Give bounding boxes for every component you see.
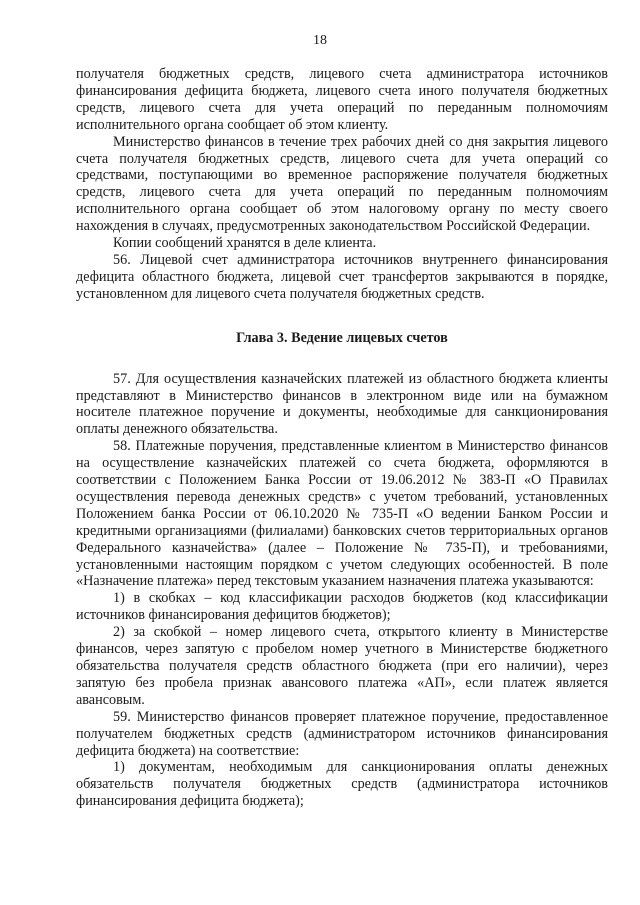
paragraph-58: 58. Платежные поручения, представленные клиентом в Министерство финансов на осуществление казначейских платежей со счета бюджета, оформляются в соответствии с Положением Банка России от 19.06.2012 № 383-П «О Правилах осуществления перевода денежных средств» с учетом требований, установленных Положением банка России от 06.10.2020 № 735-П «О ведении Банком России и кредитными организациями (филиалами) банковских счетов территориальных органов Федерального казначейства» (далее – Положение № 735-П), и требованиями, установленными настоящим порядком с учетом следующих особенностей. В поле «Назначение платежа» перед текстовым указанием назначения платежа указываются:	[76, 438, 608, 590]
paragraph-continuation: получателя бюджетных средств, лицевого счета администратора источников финансирования дефицита бюджета, лицевого счета иного получателя бюджетных средств, лицевого счета для учета операций по переданным полномочиям исполнительного органа сообщает об этом клиенту.	[76, 66, 608, 133]
paragraph-copies: Копии сообщений хранятся в деле клиента.	[113, 235, 377, 252]
paragraph-58-item-2: 2) за скобкой – номер лицевого счета, открытого клиенту в Министерстве финансов, через запятую с пробелом номер учетного в Министерстве бюджетного обязательства получателя средств областного бюджета (при его наличии), через запятую без пробела признак авансового платежа «АП», если платеж является авансовым.	[76, 624, 608, 708]
paragraph-59: 59. Министерство финансов проверяет платежное поручение, предоставленное получателем бюджетных средств (администратором источников финансирования дефицита бюджета) на соответствие:	[76, 708, 608, 759]
paragraph-59-item-1: 1) документам, необходимым для санкционирования оплаты денежных обязательств получателя бюджетных средств (администратора источников финансирования дефицита бюджета);	[76, 759, 608, 810]
page-number: 18	[313, 33, 327, 48]
paragraph-57: 57. Для осуществления казначейских платежей из областного бюджета клиенты представляют в Министерство финансов в электронном виде или на бумажном носителе платежное поручение и документы, необходимые для санкционирования оплаты денежного обязательства.	[76, 370, 608, 438]
chapter-heading: Глава 3. Ведение лицевых счетов	[236, 329, 448, 346]
paragraph-58-item-1: 1) в скобках – код классификации расходов бюджетов (код классификации источников финансирования дефицитов бюджетов);	[76, 590, 608, 624]
document-body	[76, 66, 608, 810]
paragraph-ministry-notice: Министерство финансов в течение трех рабочих дней со дня закрытия лицевого счета получателя бюджетных средств, лицевого счета для учета операций со средствами, поступающими во временное распоряжение получателя бюджетных средств, лицевого счета для учета операций по переданным полномочиям исполнительного органа сообщает об этом налоговому органу по месту своего нахождения в случаях, предусмотренных законодательством Российской Федерации.	[76, 133, 608, 235]
paragraph-56: 56. Лицевой счет администратора источников внутреннего финансирования дефицита областного бюджета, лицевой счет трансфертов закрываются в порядке, установленном для лицевого счета получателя бюджетных средств.	[76, 251, 608, 302]
